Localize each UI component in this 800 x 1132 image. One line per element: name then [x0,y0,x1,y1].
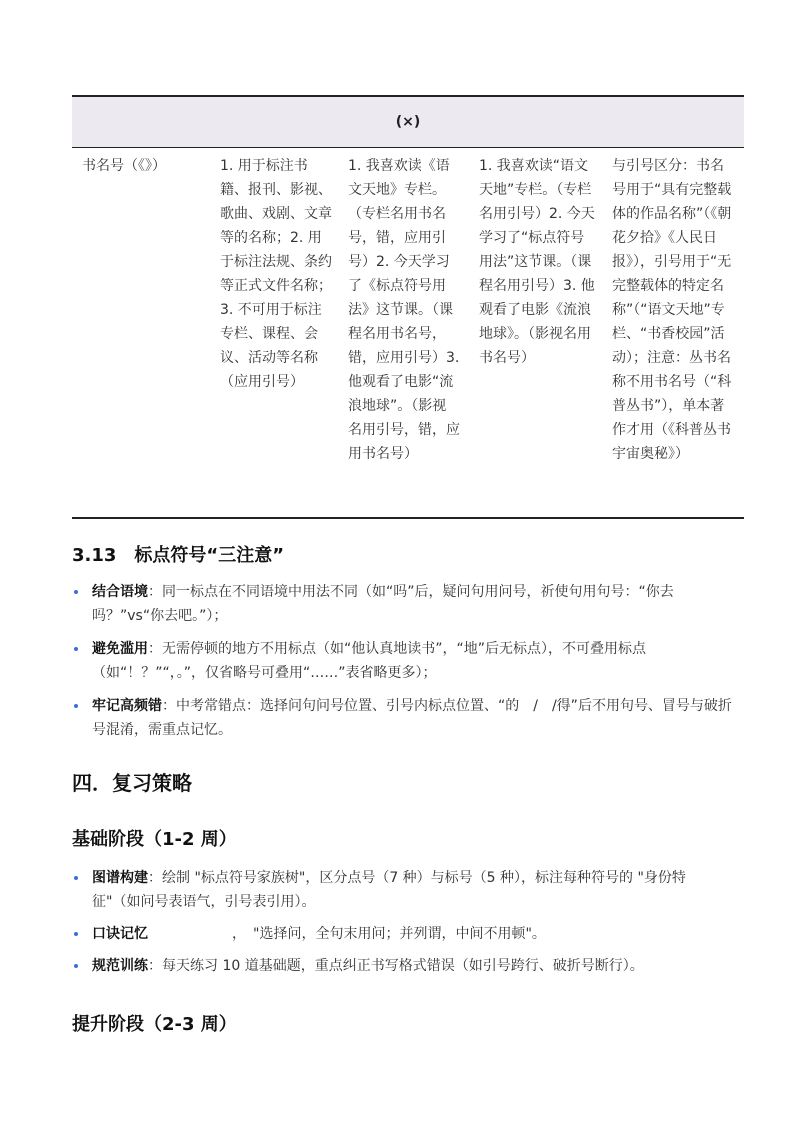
list-item-text: ：每天练习 10 道基础题，重点纠正书写格式错误（如引号跨行、破折号断行）。 [148,958,644,974]
section-title-3-13: 3.13 标点符号“三注意” [72,545,285,566]
list-item-text: ：无需停顿的地方不用标点（如“他认真地读书”，“地”后无标点），不可叠用标点（如“！？”“，。”，仅省略号可叠用“……”表省略更多）； [92,641,647,681]
bullet-dot-icon [74,590,78,594]
table-bottom-rule [72,517,744,519]
list-item-term: 口诀记忆 [92,926,148,942]
bullet-dot-icon [74,964,78,968]
bullet-dot-icon [74,876,78,880]
list-item-term: 避免滥用 [92,641,148,657]
list-item [72,922,732,946]
list-item-text: ：绘制 "标点符号家族树"，区分点号（7 种）与标号（5 种），标注每种符号的 "身份特征"（如问号表语气，引号表引用）。 [92,870,686,910]
list-item [72,866,732,914]
chapter-title-review-strategy: 四．复习策略 [72,771,192,795]
list-item [72,580,732,628]
list-item-text: ：同一标点在不同语境中用法不同（如“吗”后，疑问句用问号，祈使句用句号：“你去吗？”vs“你去吧。”）； [92,584,674,624]
bullet-dot-icon [74,647,78,651]
cell-usage: 1. 用于标注书籍、报刊、影视、歌曲、戏剧、文章等的名称；2. 用于标注法规、条约等正式文件名称；3. 不可用于标注专栏、课程、会议、活动等名称（应用引号） [220,158,332,390]
table-header-row [72,97,744,147]
stage-title-basic: 基础阶段（1-2 周） [72,829,237,850]
list-item [72,954,732,978]
list-item [72,694,732,742]
table-row [72,148,744,517]
bullet-dot-icon [74,932,78,936]
table-header-text: (×) [395,114,421,130]
list-item-text: ， "选择问，全句末用问；并列谓，中间不用顿"。 [148,926,546,942]
cell-notes: 与引号区分：书名号用于“具有完整载体的作品名称”（《朝花夕拾》《人民日报》），引号用于“无完整载体的特定名称”（“语文天地”专栏、“书香校园”活动）；注意：丛书名称不用书名号（“科普丛书”），单本著作才用（《科普丛书宇宙奥秘》） [612,158,732,462]
bullet-dot-icon [74,704,78,708]
list-item [72,637,732,685]
stage-title-advanced: 提升阶段（2-3 周） [72,1014,237,1035]
three-notes-list [72,580,732,751]
cell-correct-examples: 1. 我喜欢读“语文天地”专栏。（专栏名用引号）2. 今天学习了“标点符号用法”这节课。（课程名用引号）3. 他观看了电影《流浪地球》。（影视名用书名号） [479,158,595,366]
cell-symbol-name: 书名号（《》） [82,158,166,174]
list-item-term: 结合语境 [92,584,148,600]
list-item-term: 规范训练 [92,958,148,974]
list-item-term: 图谱构建 [92,870,148,886]
punctuation-table [72,95,744,519]
list-item-text: ：中考常错点：选择问句问号位置、引号内标点位置、“的 / /得”后不用句号、冒号与破折号混淆，需重点记忆。 [92,698,732,738]
cell-wrong-examples: 1. 我喜欢读《语文天地》专栏。（专栏名用书名号，错，应用引号）2. 今天学习了《标点符号用法》这节课。（课程名用书名号，错，应用引号）3. 他观看了电影“流浪地球”。（影视名用引号，错，应用书名号） [348,158,460,462]
basic-stage-list [72,866,732,986]
list-item-term: 牢记高频错 [92,698,162,714]
